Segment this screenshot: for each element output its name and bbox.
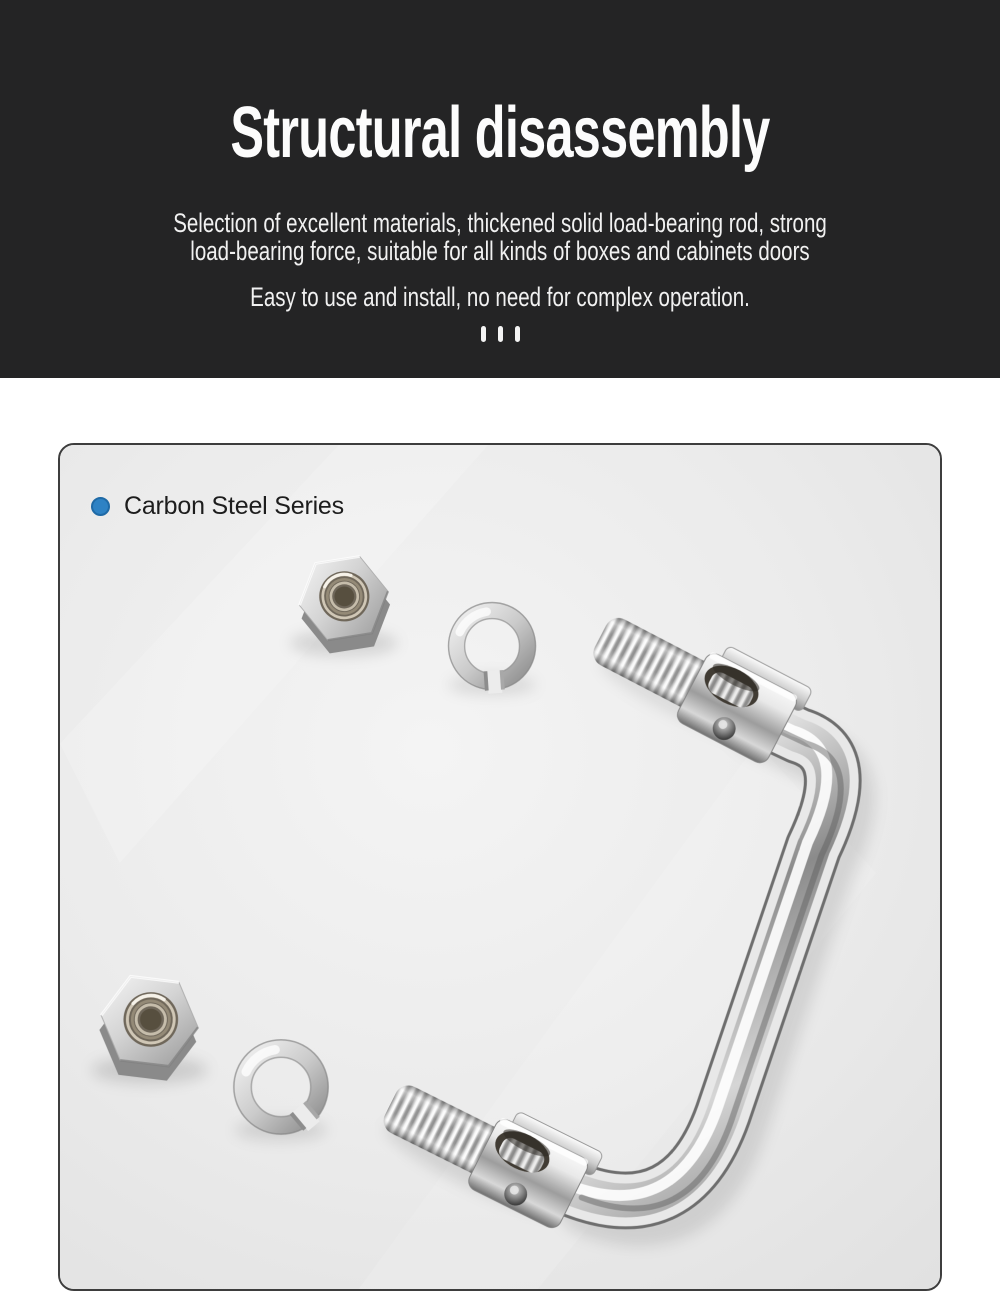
hero-description-line-2: load-bearing force, suitable for all kinds of boxes and cabinets doors xyxy=(190,236,810,266)
series-label: Carbon Steel Series xyxy=(124,492,344,520)
hero-description-line-1: Selection of excellent materials, thickened solid load-bearing rod, strong xyxy=(173,208,827,238)
product-card xyxy=(58,443,942,1291)
divider-bar xyxy=(498,326,503,342)
hero-section xyxy=(0,0,1000,378)
hero-title: Structural disassembly xyxy=(230,93,770,173)
blue-bullet-icon xyxy=(91,497,110,516)
product-photo-illustration xyxy=(60,445,940,1289)
hero-description xyxy=(0,209,1000,311)
divider-bars xyxy=(0,326,1000,342)
hero-description-line-3: Easy to use and install, no need for complex operation. xyxy=(250,282,750,312)
divider-bar xyxy=(515,326,520,342)
series-label-row xyxy=(91,492,344,521)
divider-bar xyxy=(481,326,486,342)
